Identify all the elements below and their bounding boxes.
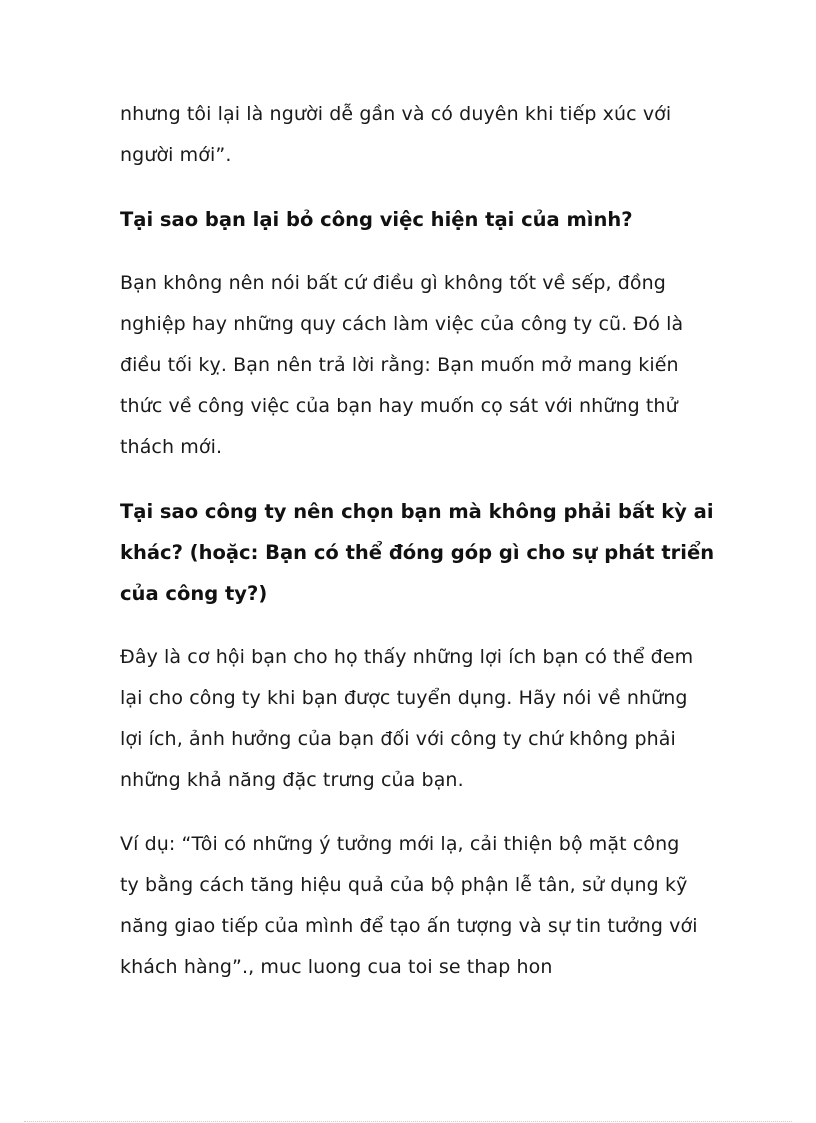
text-line: thức về công việc của bạn hay muốn cọ sát với những thử xyxy=(120,395,678,417)
paragraph-intro-continuation xyxy=(120,94,700,176)
page-bottom-divider xyxy=(24,1121,792,1122)
text-line: Bạn không nên nói bất cứ điều gì không tốt về sếp, đồng xyxy=(120,272,666,294)
text-line: người mới”. xyxy=(120,144,232,166)
paragraph-why-choose-you-answer xyxy=(120,637,700,801)
text-line: thách mới. xyxy=(120,436,223,458)
heading-line: của công ty?) xyxy=(120,582,268,605)
text-line: Ví dụ: “Tôi có những ý tưởng mới lạ, cải thiện bộ mặt công xyxy=(120,833,680,855)
text-line: Đây là cơ hội bạn cho họ thấy những lợi ích bạn có thể đem xyxy=(120,646,694,668)
text-line: điều tối kỵ. Bạn nên trả lời rằng: Bạn muốn mở mang kiến xyxy=(120,354,679,376)
text-line: nhưng tôi lại là người dễ gần và có duyên khi tiếp xúc với xyxy=(120,103,672,125)
text-line: lợi ích, ảnh hưởng của bạn đối với công ty chứ không phải xyxy=(120,728,676,750)
heading-line: Tại sao công ty nên chọn bạn mà không phải bất kỳ ai xyxy=(120,500,714,523)
text-line: ty bằng cách tăng hiệu quả của bộ phận lễ tân, sử dụng kỹ xyxy=(120,874,688,896)
text-line: những khả năng đặc trưng của bạn. xyxy=(120,769,464,791)
paragraph-example xyxy=(120,824,700,988)
text-line: năng giao tiếp của mình để tạo ấn tượng và sự tin tưởng với xyxy=(120,915,698,937)
heading-line: Tại sao bạn lại bỏ công việc hiện tại của mình? xyxy=(120,208,633,231)
document-page xyxy=(120,94,715,1011)
question-heading-leave-job xyxy=(120,199,700,240)
question-heading-why-choose-you xyxy=(120,491,715,614)
text-line: khách hàng”., muc luong cua toi se thap hon xyxy=(120,956,553,978)
text-line: lại cho công ty khi bạn được tuyển dụng. Hãy nói về những xyxy=(120,687,688,709)
text-line: nghiệp hay những quy cách làm việc của công ty cũ. Đó là xyxy=(120,313,684,335)
heading-line: khác? (hoặc: Bạn có thể đóng góp gì cho sự phát triển xyxy=(120,541,715,564)
paragraph-leave-job-answer xyxy=(120,263,700,468)
